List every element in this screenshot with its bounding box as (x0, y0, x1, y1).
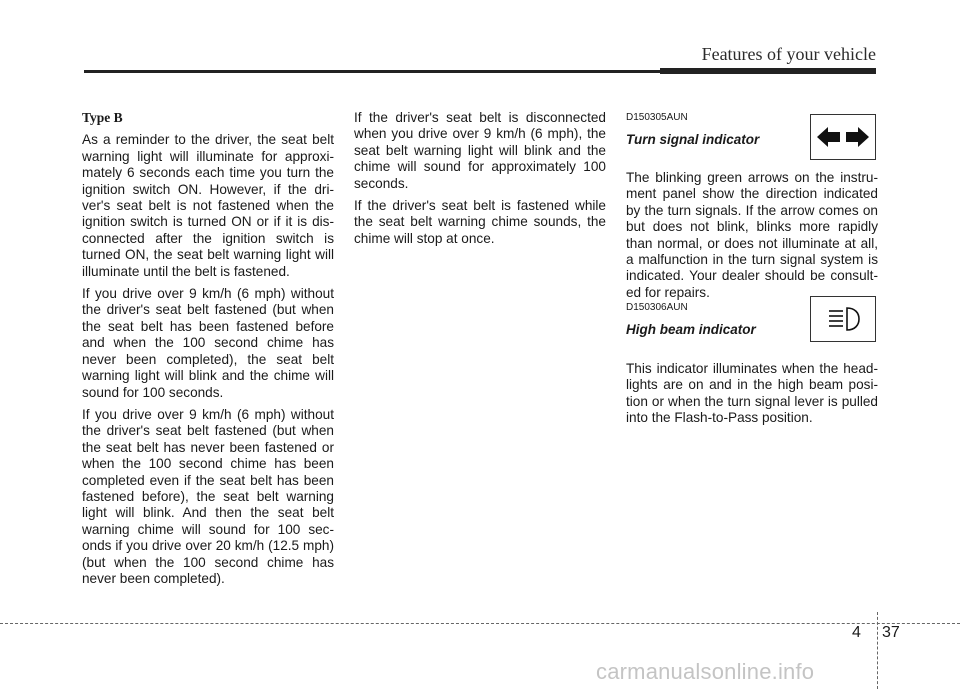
paragraph: If you drive over 9 km/h (6 mph) without the driver's seat belt fastened (but when the seat belt has been fastened before and when the 100 second chime has never been completed), the seat belt warning light will blink and the chime will sound for 100 seconds. (82, 286, 334, 400)
chapter-number: 4 (852, 624, 861, 641)
high-beam-icon (810, 296, 876, 342)
turn-signal-arrows-icon (810, 114, 876, 160)
turn-signal-body: The blinking green arrows on the instru-ment panel show the direction indicated by the turn signals. If the arrow comes on but does not blink, blinks more rapidly than normal, or does not illuminate at all, a malfunction in the turn signal system is indicated. Your dealer should be consult-ed for repairs. (626, 170, 878, 300)
paragraph: As a reminder to the driver, the seat belt warning light will illuminate for approxi-mately 6 seconds each time you turn the ignition switch ON. However, if the dri-ver's seat belt is not fastened when the ignition switch is turned ON or if it is dis-connected after the ignition switch is turned ON, the seat belt warning light will illuminate until the belt is fastened. (82, 132, 334, 279)
watermark: carmanualsonline.info (596, 659, 815, 684)
paragraph: If you drive over 9 km/h (6 mph) without the driver's seat belt fastened (but when the seat belt has never been fastened or when the 100 second chime has been completed even if the seat belt has been fastened before), the seat belt warning light will blink. And then the seat belt warning chime will sound for 100 sec-onds if you drive over 20 km/h (12.5 mph) (but when the 100 second chime has never been completed). (82, 406, 334, 586)
header-rule-accent (660, 68, 876, 74)
footer-vertical-divider (877, 612, 878, 689)
right-column (626, 110, 878, 450)
header-title: Features of your vehicle (701, 44, 876, 64)
section-code: D150305AUN (626, 112, 688, 123)
left-column (82, 110, 334, 593)
high-beam-title: High beam indicator (626, 322, 756, 338)
paragraph: If the driver's seat belt is disconnected when you drive over 9 km/h (6 mph), the seat belt warning light will blink and the chime will sound for approximately 100 seconds. (354, 110, 606, 191)
footer-divider (0, 623, 960, 624)
turn-signal-title: Turn signal indicator (626, 132, 760, 148)
high-beam-section (626, 300, 878, 450)
type-b-heading: Type B (82, 110, 123, 125)
section-code: D150306AUN (626, 302, 688, 313)
paragraph: If the driver's seat belt is fastened while the seat belt warning chime sounds, the chime will stop at once. (354, 198, 606, 246)
middle-column (354, 110, 606, 253)
page-number: 37 (882, 624, 900, 641)
turn-signal-section (626, 110, 878, 300)
high-beam-body: This indicator illuminates when the head-lights are on and in the high beam posi-tion or when the turn signal lever is pulled into the Flash-to-Pass position. (626, 361, 878, 426)
